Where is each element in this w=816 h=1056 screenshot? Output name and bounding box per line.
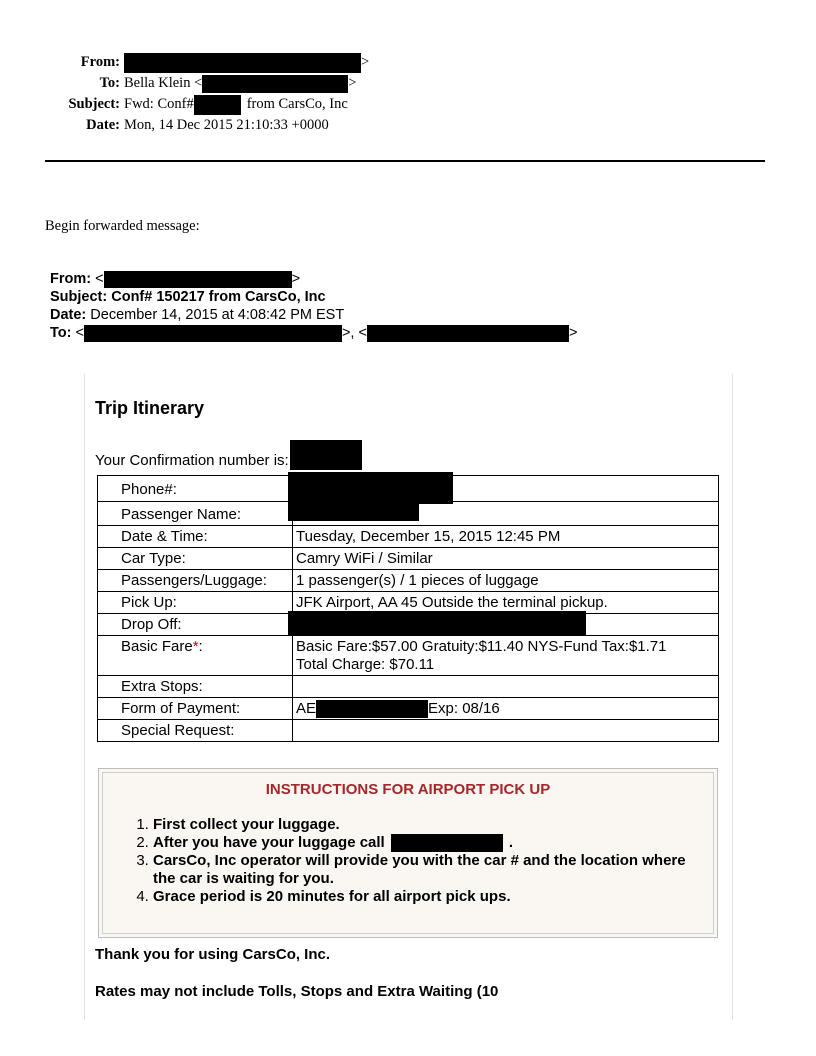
message-frame-left-border	[84, 374, 85, 1020]
redacted-phone-number	[391, 834, 503, 852]
table-row	[98, 720, 719, 742]
table-row	[98, 698, 719, 720]
fare-breakdown: Basic Fare:$57.00 Gratuity:$11.40 NYS-Fund Tax:$1.71	[296, 638, 667, 655]
header-to-label: To:	[99, 75, 120, 91]
fare-total: Total Charge: $70.11	[296, 656, 435, 673]
forwarded-subject-value: Conf# 150217 from CarsCo, Inc	[111, 289, 326, 305]
redacted-forwarded-to-1	[84, 325, 342, 342]
row-label-passenger: Passenger Name:	[98, 502, 293, 526]
list-item: 4. Grace period is 20 minutes for all airport pick ups.	[153, 888, 693, 906]
forwarded-header	[50, 270, 577, 342]
header-date-row	[0, 115, 400, 136]
card-expiry: Exp: 08/16	[428, 700, 500, 717]
header-from-label: From:	[80, 54, 120, 70]
redacted-forwarded-to-2	[367, 325, 569, 342]
row-label-basic-fare: Basic Fare*:	[98, 636, 293, 676]
list-item: 3. CarsCo, Inc operator will provide you with the car # and the location where the car is waiting for you.	[153, 852, 693, 888]
redacted-from-address	[124, 53, 361, 73]
row-value-passengers-luggage: 1 passenger(s) / 1 pieces of luggage	[293, 570, 719, 592]
header-date-value: Mon, 14 Dec 2015 21:10:33 +0000	[124, 117, 329, 133]
redacted-confirmation-number	[194, 95, 241, 115]
header-subject-label: Subject:	[68, 96, 120, 112]
table-row	[98, 570, 719, 592]
email-header	[0, 52, 400, 136]
header-to-row: To: Bella Klein < >	[0, 73, 400, 94]
row-value-extra-stops	[293, 676, 719, 698]
header-date-label: Date:	[86, 117, 120, 133]
table-row	[98, 614, 719, 636]
row-value-pickup: JFK Airport, AA 45 Outside the terminal pickup.	[293, 592, 719, 614]
redacted-phone	[288, 472, 453, 504]
forwarded-date-value: December 14, 2015 at 4:08:42 PM EST	[90, 307, 345, 323]
table-row	[98, 502, 719, 526]
table-row	[98, 548, 719, 570]
required-asterisk: *	[192, 638, 199, 655]
row-label-phone: Phone#:	[98, 476, 293, 502]
confirmation-label: Your Confirmation number is:	[95, 451, 289, 469]
row-label-pickup: Pick Up:	[98, 592, 293, 614]
forwarded-subject-row: Subject: Conf# 150217 from CarsCo, Inc	[50, 289, 326, 305]
airport-pickup-instructions	[98, 768, 718, 938]
row-label-passengers-luggage: Passengers/Luggage:	[98, 570, 293, 592]
itinerary-table	[97, 475, 719, 742]
header-subject-suffix: from CarsCo, Inc	[246, 96, 348, 112]
row-value-car-type: Camry WiFi / Similar	[293, 548, 719, 570]
row-label-dropoff: Drop Off:	[98, 614, 293, 636]
instructions-list	[115, 816, 693, 906]
header-from-row: From: >	[0, 52, 400, 73]
begin-forwarded-text: Begin forwarded message:	[45, 218, 200, 234]
row-value-payment: AE Exp: 08/16	[293, 698, 719, 720]
header-subject-row	[0, 94, 400, 115]
rates-disclaimer: Rates may not include Tolls, Stops and Extra Waiting (10	[95, 983, 499, 1000]
row-label-payment: Form of Payment:	[98, 698, 293, 720]
header-divider	[45, 160, 765, 162]
table-row	[98, 526, 719, 548]
table-row	[98, 476, 719, 502]
forwarded-date-row: Date: December 14, 2015 at 4:08:42 PM EST	[50, 307, 345, 323]
forwarded-from-row: From: < >	[50, 271, 301, 287]
row-label-extra-stops: Extra Stops:	[98, 676, 293, 698]
redacted-confirmation-value	[290, 440, 362, 470]
list-item: 2. After you have your luggage call .	[153, 834, 693, 852]
message-frame-right-border	[732, 374, 733, 1020]
row-value-special-request	[293, 720, 719, 742]
redacted-passenger-name	[288, 501, 419, 521]
header-to-name: Bella Klein <	[124, 75, 203, 91]
forwarded-to-row: To: < >, < >	[50, 325, 578, 341]
row-value-datetime: Tuesday, December 15, 2015 12:45 PM	[293, 526, 719, 548]
table-row	[98, 636, 719, 676]
list-item: 1. First collect your luggage.	[153, 816, 693, 834]
row-label-car-type: Car Type:	[98, 548, 293, 570]
redacted-forwarded-from	[104, 271, 292, 288]
header-subject-prefix: Fwd: Conf#	[124, 96, 194, 112]
redacted-to-address	[202, 75, 348, 93]
trip-itinerary-title: Trip Itinerary	[95, 398, 205, 418]
instructions-title: INSTRUCTIONS FOR AIRPORT PICK UP	[265, 781, 551, 798]
row-label-special-request: Special Request:	[98, 720, 293, 742]
table-row	[98, 676, 719, 698]
thank-you-text: Thank you for using CarsCo, Inc.	[95, 946, 331, 963]
row-label-datetime: Date & Time:	[98, 526, 293, 548]
row-value-basic-fare	[293, 636, 719, 676]
redacted-card-number	[316, 700, 428, 718]
redacted-dropoff	[288, 611, 586, 636]
